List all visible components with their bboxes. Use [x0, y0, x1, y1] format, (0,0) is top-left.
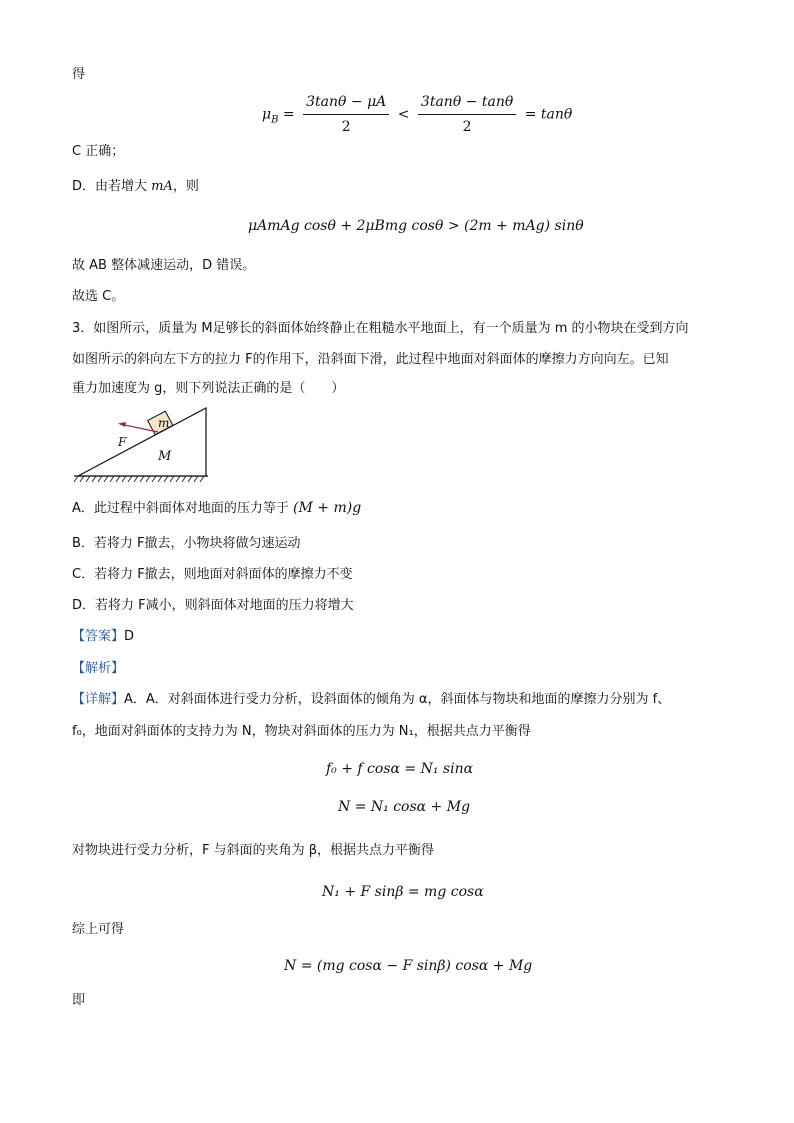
question-3-line-2: 如图所示的斜向左下方的拉力 F的作用下，沿斜面下滑，此过程中地面对斜面体的摩擦力方向向左。已知 — [72, 352, 669, 367]
text-c-correct: C 正确； — [72, 144, 125, 159]
equation-mu-b — [262, 92, 572, 137]
eq1-denominator-1: 2 — [341, 119, 351, 135]
answer-value: D — [124, 629, 135, 644]
text-d-intro — [72, 178, 199, 196]
eq1-tail: = tanθ — [524, 106, 573, 123]
eq1-numerator-2: 3tanθ − tanθ — [418, 92, 516, 115]
analysis-label — [72, 660, 124, 678]
eq1-fraction-1 — [303, 92, 389, 137]
text-ji: 即 — [72, 993, 86, 1008]
label-F: F — [118, 435, 127, 449]
text-de: 得 — [72, 67, 86, 82]
text-block-analysis: 对物块进行受力分析，F 与斜面的夹角为 β，根据共点力平衡得 — [72, 843, 435, 858]
eq1-numerator-1: 3tanθ − μA — [303, 92, 389, 115]
question-3-line-1: 3．如图所示，质量为 M足够长的斜面体始终静止在粗糙水平地面上，有一个质量为 m 的小物块在受到方向 — [72, 321, 689, 336]
eq1-denominator-2: 2 — [462, 119, 472, 135]
eq1-fraction-2 — [418, 92, 516, 137]
equation-block-balance: N₁ + F sinβ = mg cosα — [322, 884, 484, 900]
option-d: D．若将力 F减小，则斜面体对地面的压力将增大 — [72, 598, 354, 613]
option-c: C．若将力 F撤去，则地面对斜面体的摩擦力不变 — [72, 567, 353, 582]
option-a-expr: (M + m)g — [293, 500, 362, 516]
text-d-wrong: 故 AB 整体减速运动，D 错误。 — [72, 258, 256, 273]
detail-line-1 — [72, 691, 670, 709]
text-choose-c: 故选 C。 — [72, 289, 125, 304]
text-sum: 综上可得 — [72, 922, 125, 937]
force-arrow-head — [118, 422, 126, 427]
d-intro-var: mA — [151, 179, 173, 194]
answer-line — [72, 628, 134, 646]
label-m: m — [158, 416, 170, 430]
equation-normal-balance: N = N₁ cosα + Mg — [338, 799, 471, 815]
detail-line-2: f₀，地面对斜面体的支持力为 N，物块对斜面体的压力为 N₁，根据共点力平衡得 — [72, 724, 531, 739]
analysis-label-text: 【解析】 — [72, 661, 125, 676]
detail-line-1-text: A．A．对斜面体进行受力分析，设斜面体的倾角为 α，斜面体与物块和地面的摩擦力分别为 f、 — [124, 692, 671, 707]
answer-label: 【答案】 — [72, 629, 125, 644]
eq1-equals: = — [278, 106, 300, 123]
question-3-line-3: 重力加速度为 g，则下列说法正确的是（ ） — [72, 381, 345, 396]
detail-label: 【详解】 — [72, 692, 125, 707]
incline-figure — [72, 404, 212, 488]
label-M: M — [158, 449, 172, 464]
option-a-text: A．此过程中斜面体对地面的压力等于 — [72, 501, 289, 516]
incline-diagram — [72, 404, 212, 484]
eq1-lhs-sub: B — [271, 114, 279, 126]
equation-combined: N = (mg cosα − F sinβ) cosα + Mg — [284, 958, 533, 974]
option-b: B．若将力 F撤去，小物块将做匀速运动 — [72, 536, 301, 551]
d-intro-tail: ，则 — [172, 179, 199, 194]
eq1-lhs: μ — [262, 106, 272, 123]
incline-body — [78, 408, 206, 476]
equation-friction-balance: f₀ + f cosα = N₁ sinα — [326, 761, 474, 777]
equation-d-inequality: μAmAg cosθ + 2μBmg cosθ > (2m + mAg) sinθ — [248, 218, 584, 234]
eq1-less-than: < — [397, 106, 414, 123]
option-a — [72, 499, 361, 518]
d-intro-text: D．由若增大 — [72, 179, 148, 194]
